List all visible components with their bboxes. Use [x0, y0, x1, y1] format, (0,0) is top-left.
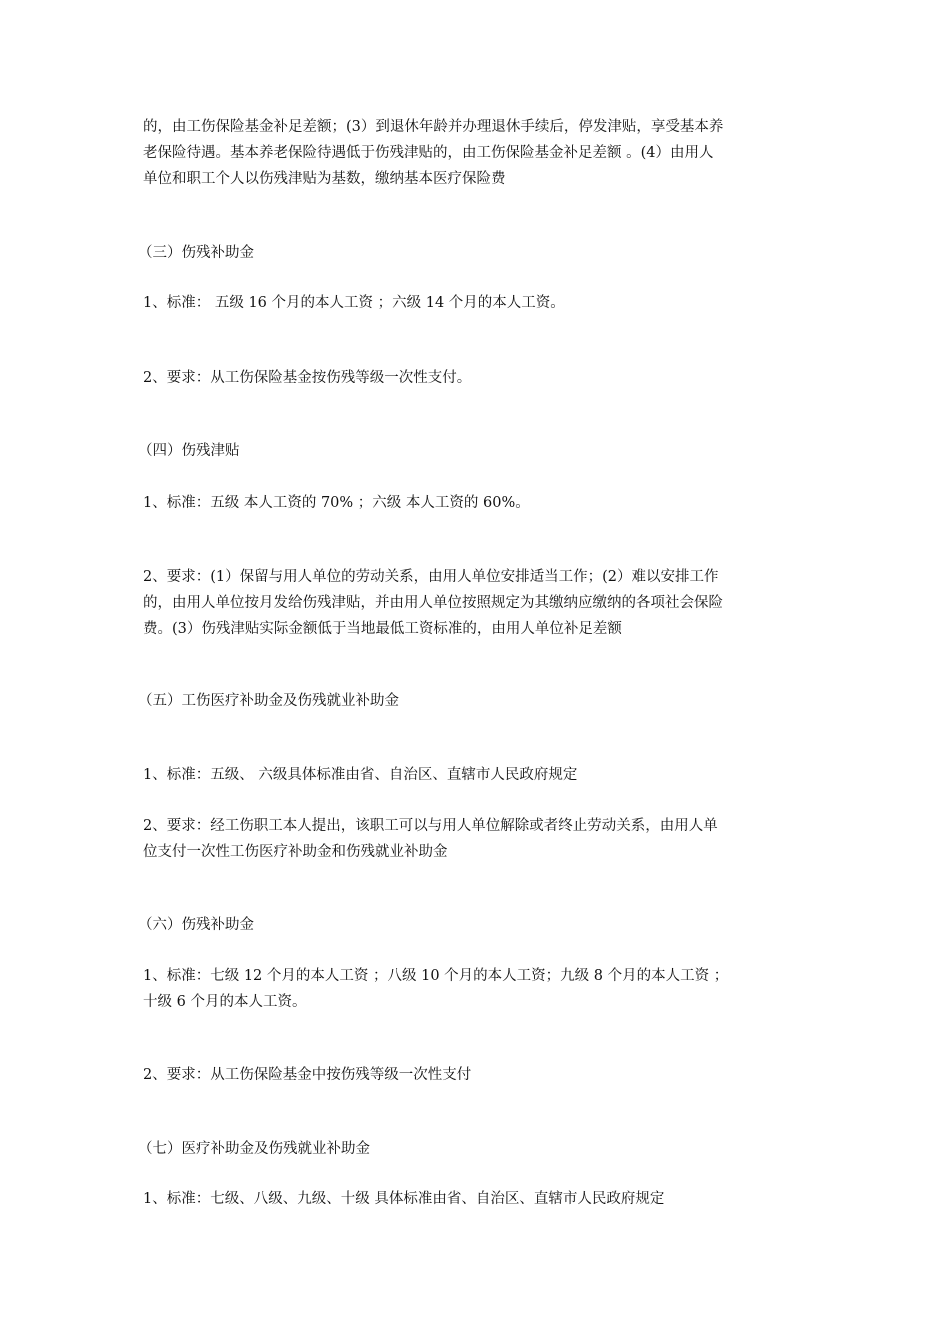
paragraph-line: 2、要求：从工伤保险基金中按伤残等级一次性支付: [143, 1067, 472, 1083]
paragraph-line: 2、要求：经工伤职工本人提出，该职工可以与用人单位解除或者终止劳动关系，由用人单: [143, 818, 718, 834]
section-heading-5: （五）工伤医疗补助金及伤残就业补助金: [138, 693, 399, 709]
paragraph-line: 1、标准：五级、 六级具体标准由省、自治区、直辖市人民政府规定: [143, 767, 578, 783]
paragraph-line: 单位和职工个人以伤残津贴为基数，缴纳基本医疗保险费: [143, 171, 506, 187]
paragraph-line: 2、要求：(1）保留与用人单位的劳动关系，由用人单位安排适当工作；(2）难以安排工作: [143, 569, 719, 585]
paragraph-line: 十级 6 个月的本人工资。: [143, 994, 307, 1010]
paragraph-line: 1、标准：七级 12 个月的本人工资 ；八级 10 个月的本人工资；九级 8 个月的本人工资 ；: [143, 968, 729, 984]
paragraph-line: 老保险待遇。基本养老保险待遇低于伤残津贴的，由工伤保险基金补足差额 。(4）由用人: [143, 145, 714, 161]
paragraph-line: 2、要求：从工伤保险基金按伤残等级一次性支付。: [143, 370, 472, 386]
paragraph-line: 1、标准： 五级 16 个月的本人工资 ；六级 14 个月的本人工资。: [143, 295, 565, 311]
paragraph-line: 的，由工伤保险基金补足差额；(3）到退休年龄并办理退休手续后，停发津贴，享受基本养: [143, 119, 724, 135]
section-heading-4: （四）伤残津贴: [138, 443, 240, 459]
paragraph-line: 位支付一次性工伤医疗补助金和伤残就业补助金: [143, 844, 448, 860]
paragraph-line: 1、标准：五级 本人工资的 70% ；六级 本人工资的 60%。: [143, 495, 530, 511]
paragraph-line: 的，由用人单位按月发给伤残津贴，并由用人单位按照规定为其缴纳应缴纳的各项社会保险: [143, 595, 723, 611]
paragraph-line: 费。(3）伤残津贴实际金额低于当地最低工资标准的，由用人单位补足差额: [143, 621, 622, 637]
paragraph-line: 1、标准：七级、八级、九级、十级 具体标准由省、自治区、直辖市人民政府规定: [143, 1191, 665, 1207]
section-heading-3: （三）伤残补助金: [138, 245, 254, 261]
section-heading-7: （七）医疗补助金及伤残就业补助金: [138, 1141, 370, 1157]
section-heading-6: （六）伤残补助金: [138, 917, 254, 933]
